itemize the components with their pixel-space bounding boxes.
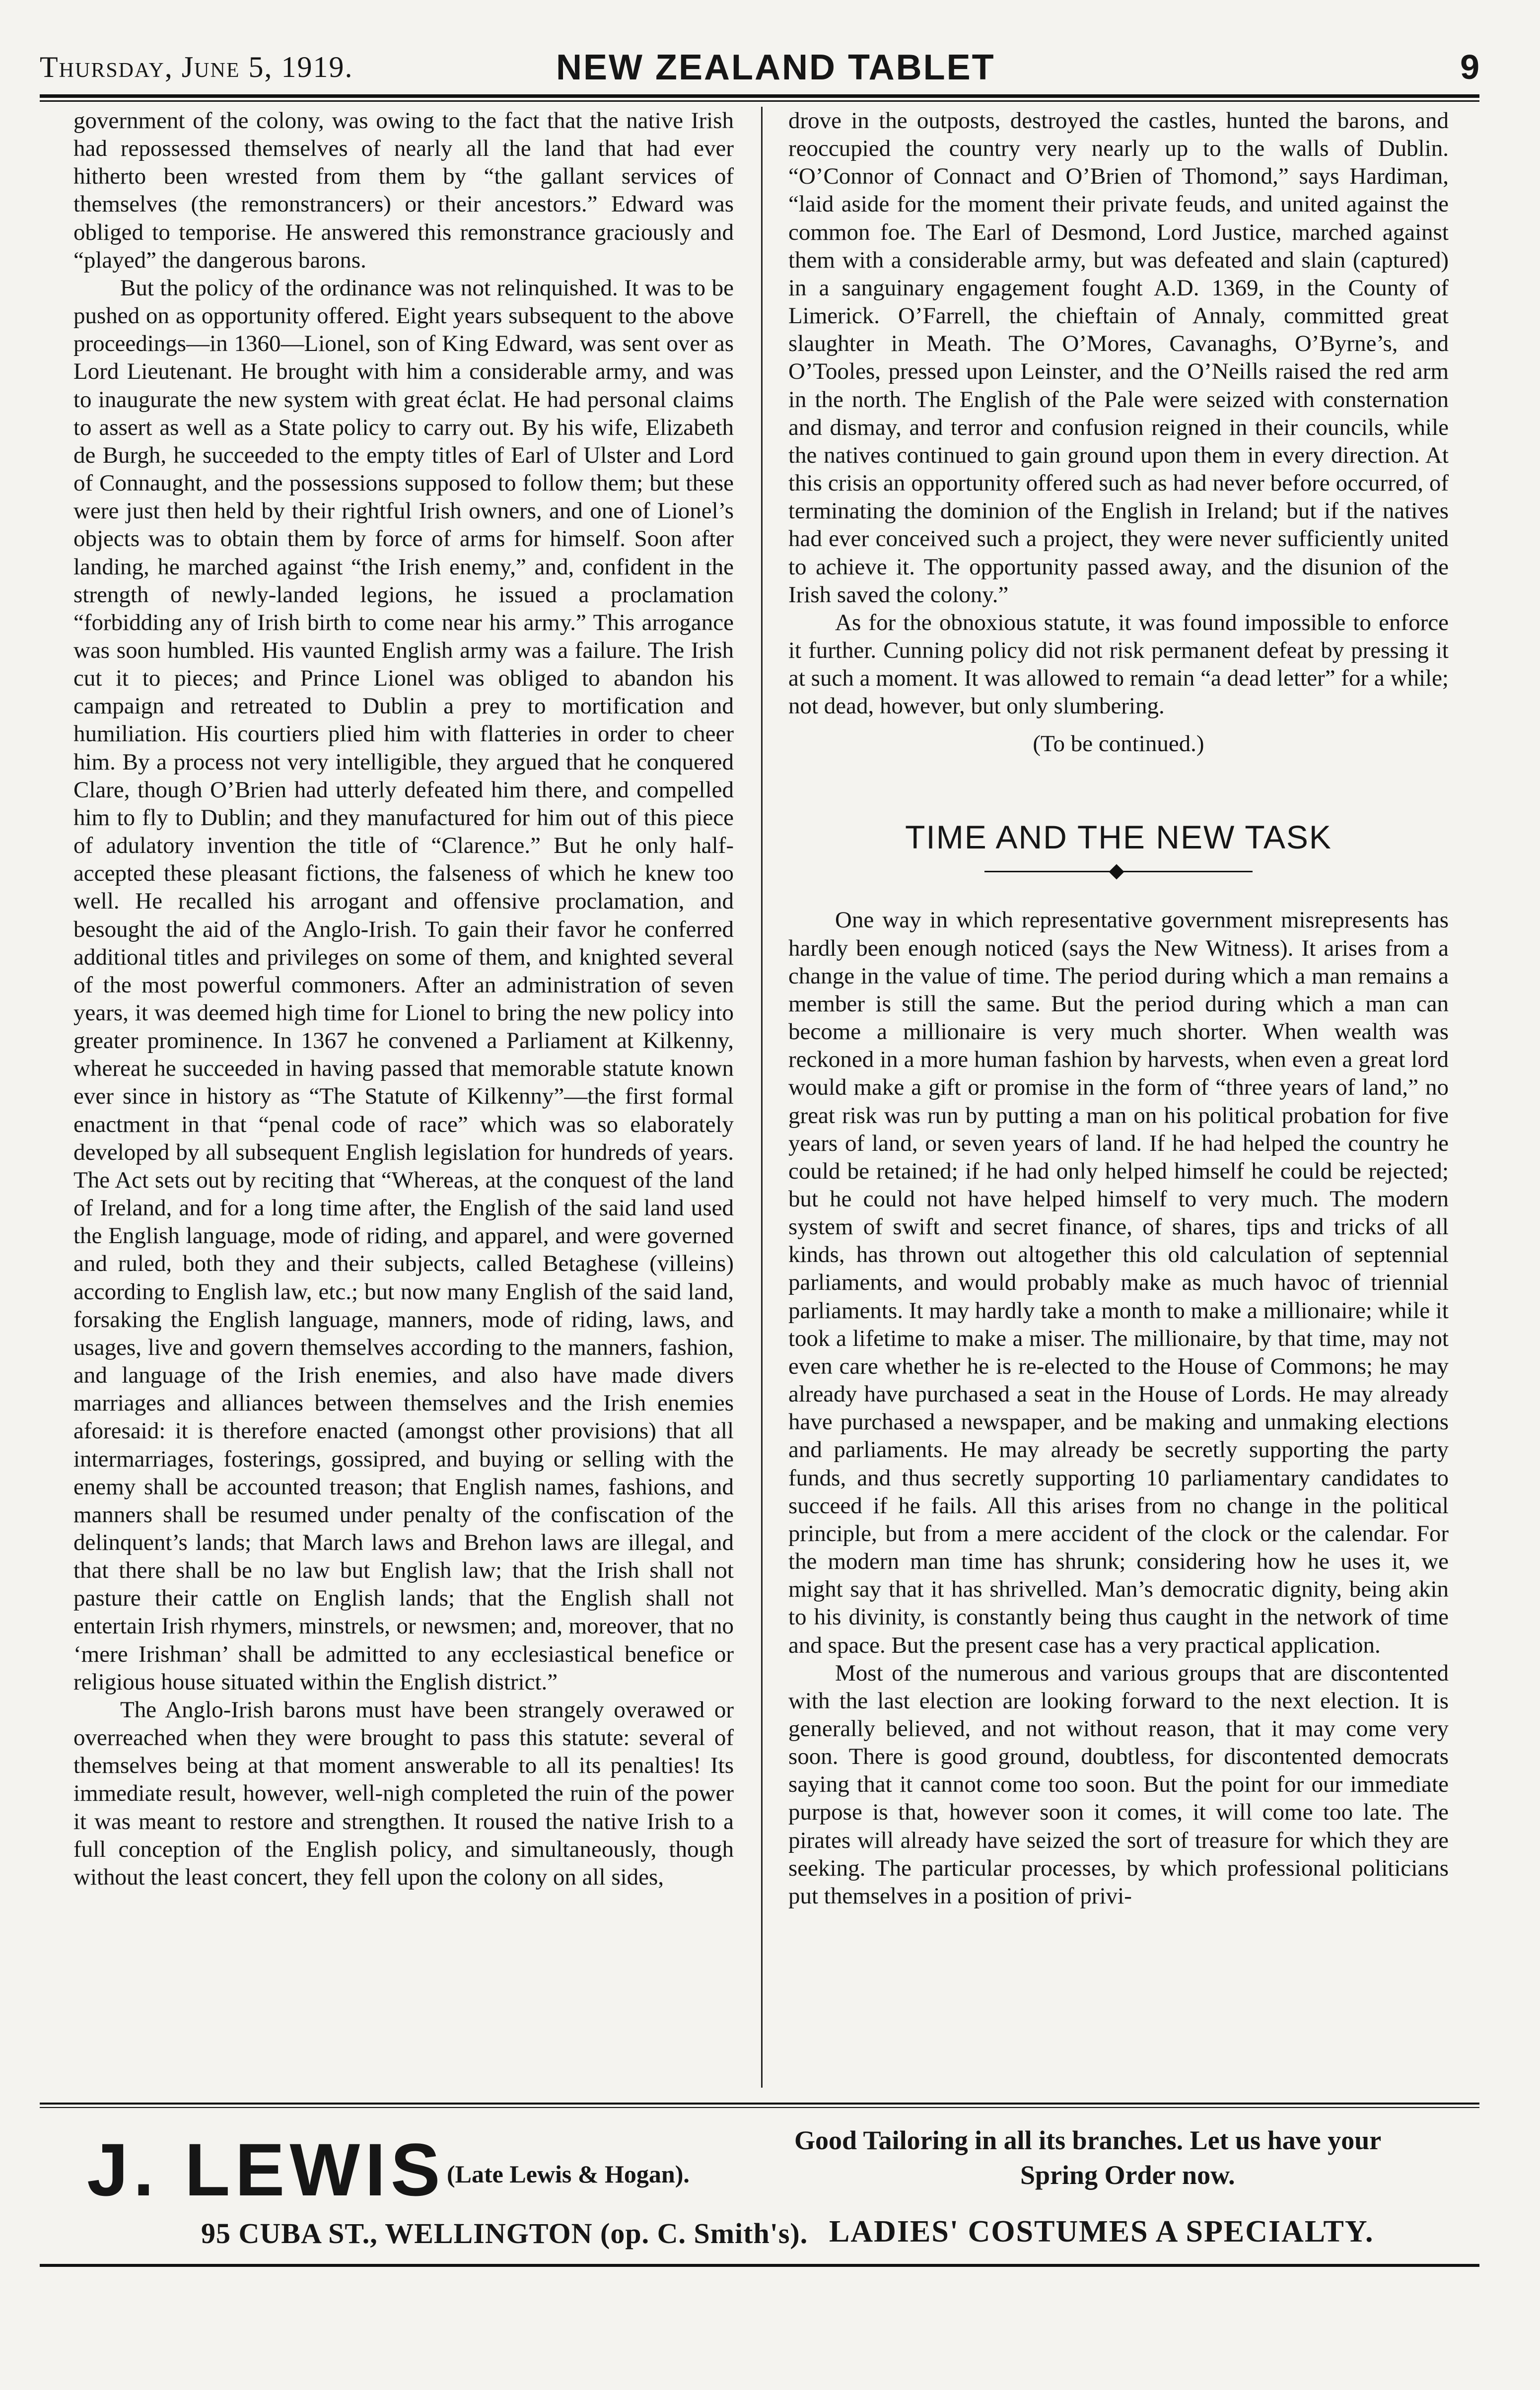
ad-tagline-2: Spring Order now. — [1020, 2160, 1235, 2190]
diamond-icon — [1109, 864, 1124, 880]
footer-rule-thin — [40, 2107, 1479, 2108]
article-paragraph-2: Most of the numerous and various groups that are discontented with the last election are looking forward to the next election. It is generally believed, and not without reason, that it may come very soon. There is good ground, doubtless, for discontented democrats saying that it cannot come too soon. But the point for our immediate purpose is that, however soon it comes, it will come too late. The pirates will already have seized the sort of treasure for which they are seeking. The particular processes, by which professional politicians put themselves in a position of privi- — [788, 1660, 1449, 1909]
right-paragraph-1: drove in the outposts, destroyed the castles, hunted the barons, and reoccupied the country very nearly up to the walls of Dublin. “O’Connor of Connact and O’Brien of Thomond,” says Hardiman, “laid aside for the moment their private feuds, and united against the common foe. The Earl of Desmond, Lord Justice, marched against them with a considerable army, but was defeated and slain (captured) in a sanguinary engagement fought A.D. 1369, in the County of Limerick. O’Farrell, the chieftain of Annaly, committed great slaughter in Meath. The O’Mores, Cavanaghs, O’Byrne’s, and O’Tooles, pressed upon Leinster, and the O’Neills raised the red arm in the north. The English of the Pale were seized with consternation and dismay, and terror and confusion reigned in their councils, while the natives continued to gain ground upon them in every direction. At this crisis an opportunity offered such as had never before occurred, of terminating the dominion of the English in Ireland; but if the natives had ever conceived such a project, they were never sufficiently united to achieve it. The opportunity passed away, and the disunion of the Irish saved the colony.” — [788, 108, 1449, 608]
right-paragraph-2: As for the obnoxious statute, it was found impossible to enforce it further. Cunning policy did not risk permanent defeat by pressing it at such a moment. It was allowed to remain “a dead letter” for a while; not dead, however, but only slumbering. — [788, 609, 1449, 719]
ad-tagline-3: LADIES' COSTUMES A SPECIALTY. — [829, 2215, 1374, 2249]
right-column — [788, 107, 1449, 2083]
title-ornament — [984, 866, 1253, 876]
newspaper-title: NEW ZEALAND TABLET — [556, 48, 995, 87]
left-paragraph-1: government of the colony, was owing to the fact that the native Irish had repossessed themselves of nearly all the land that had ever hitherto been wrested from them by “the gallant services of themselves (the remonstrancers) or their ancestors.” Edward was obliged to temporise. He answered this remonstrance graciously and “played” the dangerous barons. — [73, 108, 734, 273]
masthead-rule-thin — [40, 100, 1479, 102]
masthead — [40, 47, 1479, 92]
article-paragraph-1: One way in which representative government misrepresents has hardly been enough noticed (says the New Witness). It arises from a change in the value of time. The period during which a man remains a member is still the same. But the period during which a man can become a millionaire is very much shorter. When wealth was reckoned in a more human fashion by harvests, when even a great lord would make a gift or promise in the form of “three years of land,” no great risk was run by putting a man on his political probation for five years of land, or seven years of land. If he had helped the country he could be retained; if he had only helped himself he could be rejected; but he could not have helped himself to very much. The modern system of swift and secret finance, of shares, tips and tricks of all kinds, has thrown out altogether this old calculation of septennial parliaments, and would probably make as much havoc of triennial parliaments. It may hardly take a month to make a millionaire; while it took a lifetime to make a miser. The millionaire, by that time, may not even care whether he is re-elected to the House of Commons; he may already have purchased a seat in the House of Lords. He may already have purchased a newspaper, and be making and unmaking elections and parliaments. He may already be secretly supporting the party funds, and thus secretly supporting 10 parliamentary candidates to succeed if he fails. All this arises from no change in the political principle, but from a mere accident of the clock or the calendar. For the modern man time has shrunk; considering how he uses it, we might say that it has shrivelled. Man’s democratic dignity, being akin to his divinity, is constantly being thus caught in the network of time and space. But the present case has a very practical application. — [788, 907, 1449, 1658]
advertiser-former-name: (Late Lewis & Hogan). — [447, 2160, 690, 2188]
ad-tagline-1: Good Tailoring in all its branches. Let us have your — [794, 2125, 1382, 2155]
column-divider — [761, 107, 763, 2088]
left-paragraph-2: But the policy of the ordinance was not relinquished. It was to be pushed on as opportunity offered. Eight years subsequent to the above proceedings—in 1360—Lionel, son of King Edward, was sent over as Lord Lieutenant. He brought with him a considerable army, and was to inaugurate the new system with great éclat. He had personal claims to assert as well as a State policy to carry out. By his wife, Elizabeth de Burgh, he succeeded to the empty titles of Earl of Ulster and Lord of Connaught, and the possessions supposed to follow them; but these were just then held by their rightful Irish owners, and one of Lionel’s objects was to obtain them by force of arms for himself. Soon after landing, he marched against “the Irish enemy,” and, confident in the strength of newly-landed legions, he issued a proclamation “forbidding any of Irish birth to come near his army.” This arrogance was soon humbled. His vaunted English army was a failure. The Irish cut it to pieces; and Prince Lionel was obliged to abandon his campaign and retreated to Dublin a prey to mortification and humiliation. His courtiers plied him with flatteries in order to cheer him. By a process not very intelligible, they argued that he conquered Clare, though O’Brien had utterly defeated him there, and compelled him to fly to Dublin; and they manufactured for him out of this piece of adulatory invention the title of “Clarence.” But he only half-accepted these pleasant fictions, the falseness of which he knew too well. He recalled his arrogant and offensive proclamation, and besought the aid of the Anglo-Irish. To gain their favor he conferred additional titles and privileges on some of them, and knighted several of the most powerful commoners. After an administration of seven years, it was deemed high time for Lionel to bring the new policy into greater prominence. In 1367 he convened a Parliament at Kilkenny, whereat he succeeded in having passed that memorable statute known ever since in history as “The Statute of Kilkenny”—the first formal enactment in that “penal code of race” which was so elaborately developed by all subsequent English legislation for hundreds of years. The Act sets out by reciting that “Whereas, at the conquest of the land of Ireland, and for a long time after, the English of the said land used the English language, mode of riding, and apparel, and were governed and ruled, both they and their subjects, called Betaghese (villeins) according to English law, etc.; but now many English of the said land, forsaking the English language, manners, mode of riding, laws, and usages, live and govern themselves according to the manners, fashion, and language of the Irish enemies, and also have made divers marriages and alliances between themselves and the Irish enemies aforesaid: it is therefore enacted (amongst other provisions) that all intermarriages, fosterings, gossipred, and buying or selling with the enemy shall be accounted treason; that English names, fashions, and manners shall be resumed under penalty of the confiscation of the delinquent’s lands; that March laws and Brehon laws are illegal, and that there shall be no law but English law; that the Irish shall not pasture their cattle on English lands; that the English shall not entertain Irish rhymers, minstrels, or newsmen; and, moreover, that no ‘mere Irishman’ shall be admitted to any ecclesiastical benefice or religious house situated within the English district.” — [73, 275, 734, 1695]
advertisement — [40, 2112, 1479, 2261]
issue-date: Thursday, June 5, 1919. — [40, 51, 353, 83]
advertiser-address: 95 CUBA ST., WELLINGTON (op. C. Smith's). — [201, 2217, 808, 2249]
bottom-rule — [40, 2264, 1479, 2267]
footer-rule — [40, 2103, 1479, 2105]
advertiser-name: J. LEWIS — [87, 2128, 445, 2211]
article-title: TIME AND THE NEW TASK — [905, 818, 1332, 855]
masthead-rule — [40, 94, 1479, 98]
to-be-continued: (To be continued.) — [1033, 731, 1204, 757]
left-column — [73, 107, 734, 2083]
page-number: 9 — [1460, 48, 1479, 86]
left-paragraph-3: The Anglo-Irish barons must have been strangely overawed or overreached when they were brought to pass this statute: several of themselves being at that moment answerable to all its penalties! Its immediate result, however, well-nigh completed the ruin of the power it was meant to restore and strengthen. It roused the native Irish to a full conception of the English policy, and simultaneously, though without the least concert, they fell upon the colony on all sides, — [73, 1696, 734, 1890]
